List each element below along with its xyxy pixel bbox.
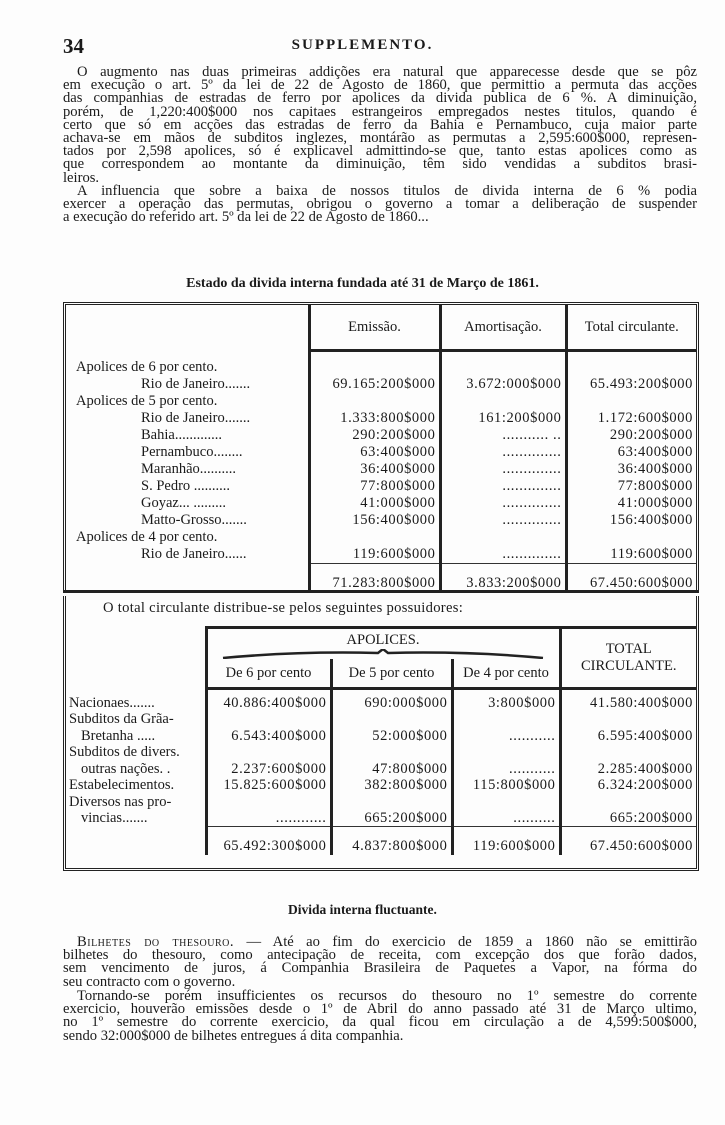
value-cell (309, 359, 440, 376)
holders-table (66, 626, 696, 855)
text-line: A influencia que sobre a baixa de nossos titulos de divida interna de 6 % podia (77, 183, 697, 199)
table-row (66, 744, 696, 777)
text-line: das companhias de estradas de ferro por apolices da divida publica de 6 %. A diminuição, (63, 90, 697, 107)
value-cell: 52:000$000 (331, 711, 452, 744)
value-cell (440, 529, 566, 546)
row-label: Rio de Janeiro....... (141, 409, 251, 426)
value-cell (566, 393, 696, 410)
table-row (66, 461, 696, 478)
value-cell: 382:800$000 (331, 777, 452, 794)
value-cell: .............. (440, 495, 566, 512)
section-lead: Bilhetes do thesouro. (77, 934, 235, 950)
value-cell: 3.672:000$000 (440, 376, 566, 393)
text-line: que correspondem ao montante da diminuição, têm sido vendidas a subditos brasi- (63, 156, 697, 173)
value-cell: ........... (452, 711, 560, 744)
value-cell: .............. (440, 512, 566, 529)
value-cell: 119:600$000 (566, 546, 696, 564)
row-label: Bahia............. (141, 426, 222, 443)
floating-paragraph-1: Bilhetes do thesouro. — Até ao fim do exercicio de 1859 a 1860 não se emittirão bilhetes do thesouro, como antecipação de receita, com excepção dos que forão dados, sem vencimento de juros, á Companhia Brasileira de Paquetes a Vapor, na fórma do seu contracto com o governo. (63, 934, 697, 990)
value-cell: 36:400$000 (309, 461, 440, 478)
row-label (66, 777, 206, 794)
value-cell: 3:800$000 (452, 695, 560, 712)
row-label (66, 695, 206, 712)
row-label: Pernambuco........ (141, 443, 243, 460)
value-cell: 65.493:200$000 (566, 376, 696, 393)
label-line: vincias....... (81, 810, 148, 826)
value-cell: 156:400$000 (566, 512, 696, 529)
value-cell: 665:200$000 (560, 794, 696, 827)
row-label: Apolices de 5 por cento. (76, 392, 218, 409)
value-cell: 290:200$000 (566, 427, 696, 444)
value-cell: 2.237:600$000 (206, 744, 331, 777)
divider (63, 590, 699, 593)
total-cell: 3.833:200$000 (440, 563, 566, 592)
table2-group-header-row (66, 628, 696, 660)
value-cell: 156:400$000 (309, 512, 440, 529)
table-row (66, 444, 696, 461)
value-cell: 1.333:800$000 (309, 410, 440, 427)
floating-debt-caption: Divida interna fluctuante. (288, 902, 437, 917)
value-cell (440, 359, 566, 376)
total-cell: 71.283:800$000 (309, 563, 440, 592)
total-cell: 67.450:600$000 (566, 563, 696, 592)
row-label: Rio de Janeiro...... (141, 546, 247, 562)
value-cell: 40.886:400$000 (206, 695, 331, 712)
value-cell: 6.595:400$000 (560, 711, 696, 744)
value-cell: .............. (440, 478, 566, 495)
text-line: achava-se em mãos de subditos inglezes, montárão as permutas a 2,595:600$000, represen- (63, 129, 697, 146)
floating-paragraph-2 (63, 990, 697, 1043)
table-row (66, 495, 696, 512)
table1-caption: Estado da divida interna fundada até 31 de Março de 1861. (186, 276, 539, 291)
table2-frame (63, 596, 699, 871)
total-cell: 4.837:800$000 (331, 827, 452, 856)
value-cell: .............. (440, 444, 566, 461)
header-amortisacao: Amortisação. (440, 305, 566, 351)
header-total-circulante: Total circulante. (566, 305, 696, 351)
value-cell (309, 393, 440, 410)
row-label (66, 794, 206, 827)
value-cell: 690:000$000 (331, 695, 452, 712)
value-cell: 161:200$000 (440, 410, 566, 427)
table-row (66, 711, 696, 744)
table-row (66, 777, 696, 794)
value-cell (440, 393, 566, 410)
header-6-por-cento: De 6 por cento (206, 659, 331, 689)
table-row (66, 376, 696, 393)
totals-row (66, 563, 696, 592)
row-label: Matto-Grosso....... (141, 511, 247, 528)
value-cell: 41.580:400$000 (560, 695, 696, 712)
row-label: S. Pedro .......... (141, 477, 231, 494)
value-cell: 69.165:200$000 (309, 376, 440, 393)
text-line: no 1º semestre do corrente exercicio, da qual ficou em circulação a de 4,599:500$000, (63, 1014, 697, 1031)
value-cell: 36:400$000 (566, 461, 696, 478)
label-line: Subditos da Grãa- (69, 711, 174, 727)
value-cell (566, 359, 696, 376)
table-row (66, 393, 696, 410)
value-cell: 1.172:600$000 (566, 410, 696, 427)
header-5-por-cento: De 5 por cento (331, 659, 452, 689)
label-line: Bretanha ..... (81, 727, 156, 744)
total-header-line2: CIRCULANTE. (581, 658, 677, 674)
value-cell: ........... (452, 744, 560, 777)
table-row (66, 359, 696, 376)
row-label: Apolices de 4 por cento. (76, 528, 218, 545)
text-line: certo que só em acções das estradas de ferro da Bahia e Pernambuco, cuja maior parte (63, 116, 697, 133)
row-label: Rio de Janeiro....... (141, 375, 251, 392)
header-4-por-cento: De 4 por cento (452, 659, 560, 689)
text-line: exercer a operação das permutas, obrigou o governo a tomar a deliberação de suspender (63, 196, 697, 213)
row-label: Apolices de 6 por cento. (76, 358, 218, 375)
value-cell: 41:000$000 (566, 495, 696, 512)
total-cell: 67.450:600$000 (560, 827, 696, 856)
apolices-header: APOLICES. (346, 632, 420, 648)
totals-label (66, 827, 206, 856)
table-row (66, 478, 696, 495)
value-cell: 119:600$000 (309, 546, 440, 564)
text-line: O augmento nas duas primeiras addições era natural que apparecesse desde que se pôz (77, 64, 697, 80)
text-line: leiros. (63, 169, 100, 186)
value-cell: .......... (452, 794, 560, 827)
value-cell: .............. (440, 546, 566, 564)
table-row (66, 512, 696, 529)
row-label (66, 711, 206, 744)
table-row (66, 410, 696, 427)
text-line: Tornando-se porém insufficientes os recursos do thesouro no 1º semestre do corrente (77, 988, 697, 1004)
value-cell: 115:800$000 (452, 777, 560, 794)
text-line: tados por 2,598 apolices, só é explicavel admittindo-se que, tanto estas apolices como as (63, 143, 697, 160)
table-row (66, 546, 696, 564)
value-cell (309, 529, 440, 546)
row-label: Goyaz... ......... (141, 494, 226, 511)
text-line: em execução o art. 5º da lei de 22 de Agosto de 1860, que permittio a permuta das acções (63, 77, 697, 94)
label-line: Subditos de divers. (69, 744, 180, 760)
table-row (66, 794, 696, 827)
value-cell: 2.285:400$000 (560, 744, 696, 777)
value-cell: ............ (206, 794, 331, 827)
total-cell: 65.492:300$000 (206, 827, 331, 856)
page-number: 34 (63, 34, 84, 58)
value-cell: 15.825:600$000 (206, 777, 331, 794)
text-line: exercicio, houverão emissões desde o 1º de Abril do anno passado até 31 de Março ultimo, (63, 1001, 697, 1018)
debt-table (66, 305, 696, 592)
table1-header-row (66, 305, 696, 351)
value-cell: 6.543:400$000 (206, 711, 331, 744)
value-cell: 290:200$000 (309, 427, 440, 444)
text-line: sendo 32:000$000 de bilhetes entregues á dita companhia. (63, 1027, 404, 1044)
value-cell: 77:800$000 (566, 478, 696, 495)
totals-row (66, 827, 696, 856)
label-line: Nacionaes....... (69, 694, 155, 711)
value-cell (566, 529, 696, 546)
value-cell: 41:000$000 (309, 495, 440, 512)
value-cell: 63:400$000 (309, 444, 440, 461)
value-cell: 47:800$000 (331, 744, 452, 777)
value-cell: ........... .. (440, 427, 566, 444)
table-row (66, 695, 696, 712)
intro-paragraph-1 (63, 66, 697, 185)
text-line: porém, de 1,220:400$000 nos capitaes estrangeiros empregados nestes titulos, quando é (63, 103, 697, 120)
text-line: a execução do referido art. 5º da lei de 22 de Agosto de 1860... (63, 209, 429, 226)
table-row (66, 427, 696, 444)
row-label: Maranhão.......... (141, 460, 237, 477)
label-line: Estabelecimentos. (69, 777, 175, 793)
table-row (66, 529, 696, 546)
value-cell: 63:400$000 (566, 444, 696, 461)
total-cell: 119:600$000 (452, 827, 560, 856)
value-cell: .............. (440, 461, 566, 478)
label-line: outras nações. . (81, 760, 171, 777)
total-header-line1: TOTAL (605, 641, 652, 657)
brace-icon (218, 649, 548, 659)
running-title: SUPPLEMENTO. (291, 37, 434, 53)
intro-paragraph-2 (63, 185, 697, 225)
table1-frame (63, 302, 699, 592)
header-emissao: Emissão. (309, 305, 440, 351)
value-cell: 665:200$000 (331, 794, 452, 827)
totals-label (66, 563, 309, 592)
value-cell: 6.324:200$000 (560, 777, 696, 794)
row-label (66, 744, 206, 777)
distribution-intro: O total circulante distribue-se pelos seguintes possuidores: (103, 600, 464, 616)
value-cell: 77:800$000 (309, 478, 440, 495)
label-line: Diversos nas pro- (69, 793, 172, 810)
